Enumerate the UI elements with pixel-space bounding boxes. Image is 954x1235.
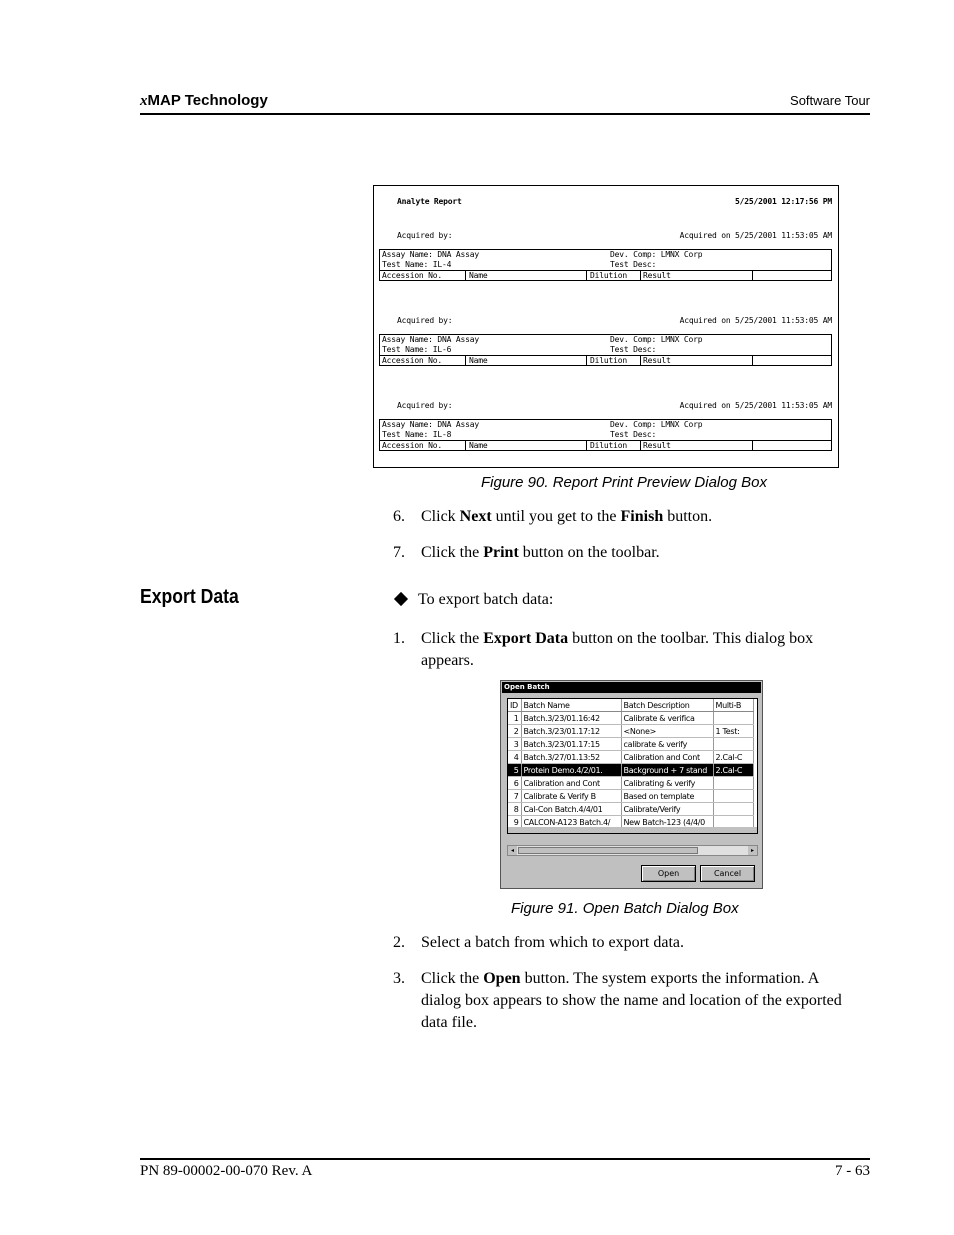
table-cell: Calibrate/Verify	[621, 803, 713, 816]
table-cell: Batch.3/27/01.13:52	[521, 751, 621, 764]
column-divider	[752, 356, 753, 365]
header-rule	[140, 113, 870, 115]
table-row[interactable]	[508, 751, 753, 764]
column-divider	[640, 356, 641, 365]
page-number: 7 - 63	[835, 1163, 870, 1179]
column-divider	[465, 271, 466, 280]
step-1	[393, 628, 863, 672]
test-desc: Test Desc:	[610, 260, 657, 269]
procedure-bullet	[393, 589, 553, 611]
table-cell: 2.Cal-C	[713, 751, 753, 764]
acquired-on: Acquired on 5/25/2001 11:53:05 AM	[679, 401, 832, 410]
table-cell: 7	[508, 790, 521, 803]
part-number: PN 89-00002-00-070 Rev. A	[140, 1163, 313, 1179]
col-dilution: Dilution	[590, 441, 627, 450]
step-number: 6.	[393, 508, 405, 525]
cancel-button[interactable]: Cancel	[700, 865, 755, 882]
column-divider	[752, 441, 753, 450]
table-cell: Batch.3/23/01.16:42	[521, 712, 621, 725]
col-result: Result	[643, 356, 671, 365]
table-cell: Calibrate & verifica	[621, 712, 713, 725]
table-cell: 6	[508, 777, 521, 790]
acquired-by: Acquired by:	[397, 401, 453, 410]
step-7	[393, 542, 863, 564]
step-number: 7.	[393, 544, 405, 561]
col-result: Result	[643, 441, 671, 450]
step-number: 2.	[393, 934, 405, 951]
dialog-title: Open Batch	[502, 682, 761, 693]
step-3	[393, 968, 863, 1034]
table-cell: 8	[508, 803, 521, 816]
column-divider	[586, 271, 587, 280]
step-text: button on the toolbar.	[518, 544, 660, 561]
step-text: button. The system exports the information. A dialog box appears to show the name and location of the exported data file.	[421, 970, 842, 1031]
report-group-box	[379, 419, 832, 451]
step-number: 3.	[393, 970, 405, 987]
figure-91-caption: Figure 91. Open Batch Dialog Box	[511, 900, 739, 917]
column-header[interactable]: Multi-B	[713, 699, 753, 712]
col-result: Result	[643, 271, 671, 280]
table-cell: Based on template	[621, 790, 713, 803]
scroll-right-icon[interactable]: ▸	[748, 846, 757, 855]
step-bold-print: Print	[483, 544, 519, 561]
table-cell	[713, 712, 753, 725]
report-datetime: 5/25/2001 12:17:56 PM	[735, 197, 832, 206]
bullet-text: To export batch data:	[418, 591, 554, 608]
footer-rule	[140, 1158, 870, 1160]
step-bold-open: Open	[483, 970, 521, 987]
step-6	[393, 506, 863, 528]
test-name: Test Name: IL-8	[382, 430, 452, 439]
table-row[interactable]	[508, 777, 753, 790]
table-cell: calibrate & verify	[621, 738, 713, 751]
open-batch-dialog	[500, 680, 763, 889]
col-accession: Accession No.	[382, 271, 443, 280]
horizontal-scrollbar[interactable]	[507, 845, 758, 856]
col-dilution: Dilution	[590, 356, 627, 365]
step-text: button on the toolbar. This dialog box appears.	[421, 630, 814, 669]
column-divider	[586, 441, 587, 450]
table-cell: 2.Cal-C	[713, 764, 753, 777]
step-2	[393, 932, 863, 954]
column-header[interactable]: Batch Name	[521, 699, 621, 712]
column-header[interactable]: Batch Description	[621, 699, 713, 712]
step-text: Select a batch from which to export data.	[421, 934, 685, 951]
batch-table	[508, 699, 754, 829]
column-divider	[640, 271, 641, 280]
table-cell: 4	[508, 751, 521, 764]
step-text: Click the	[421, 630, 484, 647]
table-row[interactable]	[508, 764, 753, 777]
step-bold-next: Next	[459, 508, 492, 525]
table-cell: Background + 7 stand	[621, 764, 713, 777]
report-group-box	[379, 334, 832, 366]
table-cell: Calibration and Cont	[521, 777, 621, 790]
col-name: Name	[469, 356, 488, 365]
col-name: Name	[469, 271, 488, 280]
report-title: Analyte Report	[397, 197, 462, 206]
table-cell	[713, 803, 753, 816]
column-divider	[752, 271, 753, 280]
step-bold-export-data: Export Data	[483, 630, 569, 647]
column-divider	[640, 441, 641, 450]
scrollbar-thumb[interactable]	[518, 847, 698, 854]
table-cell: Protein Demo.4/2/01.	[521, 764, 621, 777]
grid-empty-area	[508, 827, 757, 834]
column-divider	[465, 441, 466, 450]
dev-comp: Dev. Comp: LMNX Corp	[610, 335, 703, 344]
table-cell: Calibration and Cont	[621, 751, 713, 764]
report-group	[379, 419, 832, 451]
table-cell: 2	[508, 725, 521, 738]
running-header-title	[140, 92, 268, 110]
step-text: button.	[663, 508, 713, 525]
report-group-box	[379, 249, 832, 281]
step-text: Click the	[421, 970, 484, 987]
table-cell: Calibrate & Verify B	[521, 790, 621, 803]
table-row[interactable]	[508, 712, 753, 725]
assay-name: Assay Name: DNA Assay	[382, 250, 479, 259]
col-accession: Accession No.	[382, 441, 443, 450]
test-name: Test Name: IL-4	[382, 260, 452, 269]
column-divider	[586, 356, 587, 365]
table-cell: <None>	[621, 725, 713, 738]
table-cell: CALCON-A123 Batch.4/	[521, 816, 621, 829]
table-cell: Batch.3/23/01.17:12	[521, 725, 621, 738]
scroll-left-icon[interactable]: ◂	[508, 846, 517, 855]
col-name: Name	[469, 441, 488, 450]
report-group	[379, 249, 832, 281]
table-row[interactable]	[508, 725, 753, 738]
step-text: Click the	[421, 544, 484, 561]
dev-comp: Dev. Comp: LMNX Corp	[610, 420, 703, 429]
figure-90-caption: Figure 90. Report Print Preview Dialog Box	[481, 474, 767, 491]
running-header-section: Software Tour	[790, 93, 870, 108]
assay-name: Assay Name: DNA Assay	[382, 335, 479, 344]
report-group	[379, 334, 832, 366]
table-cell: Batch.3/23/01.17:15	[521, 738, 621, 751]
table-row[interactable]	[508, 738, 753, 751]
table-cell: 5	[508, 764, 521, 777]
col-dilution: Dilution	[590, 271, 627, 280]
column-header[interactable]: ID	[508, 699, 521, 712]
title-prefix: x	[140, 93, 148, 109]
table-cell	[713, 777, 753, 790]
test-desc: Test Desc:	[610, 345, 657, 354]
report-preview-figure	[373, 185, 839, 468]
test-desc: Test Desc:	[610, 430, 657, 439]
open-button[interactable]: Open	[641, 865, 696, 882]
column-divider	[465, 356, 466, 365]
table-cell	[713, 790, 753, 803]
acquired-on: Acquired on 5/25/2001 11:53:05 AM	[679, 231, 832, 240]
batch-grid[interactable]	[507, 698, 758, 834]
table-cell: Cal-Con Batch.4/4/01	[521, 803, 621, 816]
table-cell: 1 Test:	[713, 725, 753, 738]
acquired-on: Acquired on 5/25/2001 11:53:05 AM	[679, 316, 832, 325]
acquired-by: Acquired by:	[397, 316, 453, 325]
assay-name: Assay Name: DNA Assay	[382, 420, 479, 429]
table-cell: Calibrating & verify	[621, 777, 713, 790]
table-cell: 1	[508, 712, 521, 725]
col-accession: Accession No.	[382, 356, 443, 365]
step-number: 1.	[393, 630, 405, 647]
dev-comp: Dev. Comp: LMNX Corp	[610, 250, 703, 259]
step-text: Click	[421, 508, 460, 525]
table-row[interactable]	[508, 790, 753, 803]
section-title: Export Data	[140, 586, 239, 608]
table-row[interactable]	[508, 803, 753, 816]
title-rest: MAP Technology	[147, 92, 268, 109]
diamond-bullet-icon	[394, 592, 408, 606]
step-text: until you get to the	[491, 508, 621, 525]
test-name: Test Name: IL-6	[382, 345, 452, 354]
table-cell	[713, 738, 753, 751]
step-bold-finish: Finish	[620, 508, 664, 525]
table-cell: 9	[508, 816, 521, 829]
table-cell: 3	[508, 738, 521, 751]
acquired-by: Acquired by:	[397, 231, 453, 240]
table-cell: New Batch-123 (4/4/0	[621, 816, 713, 829]
